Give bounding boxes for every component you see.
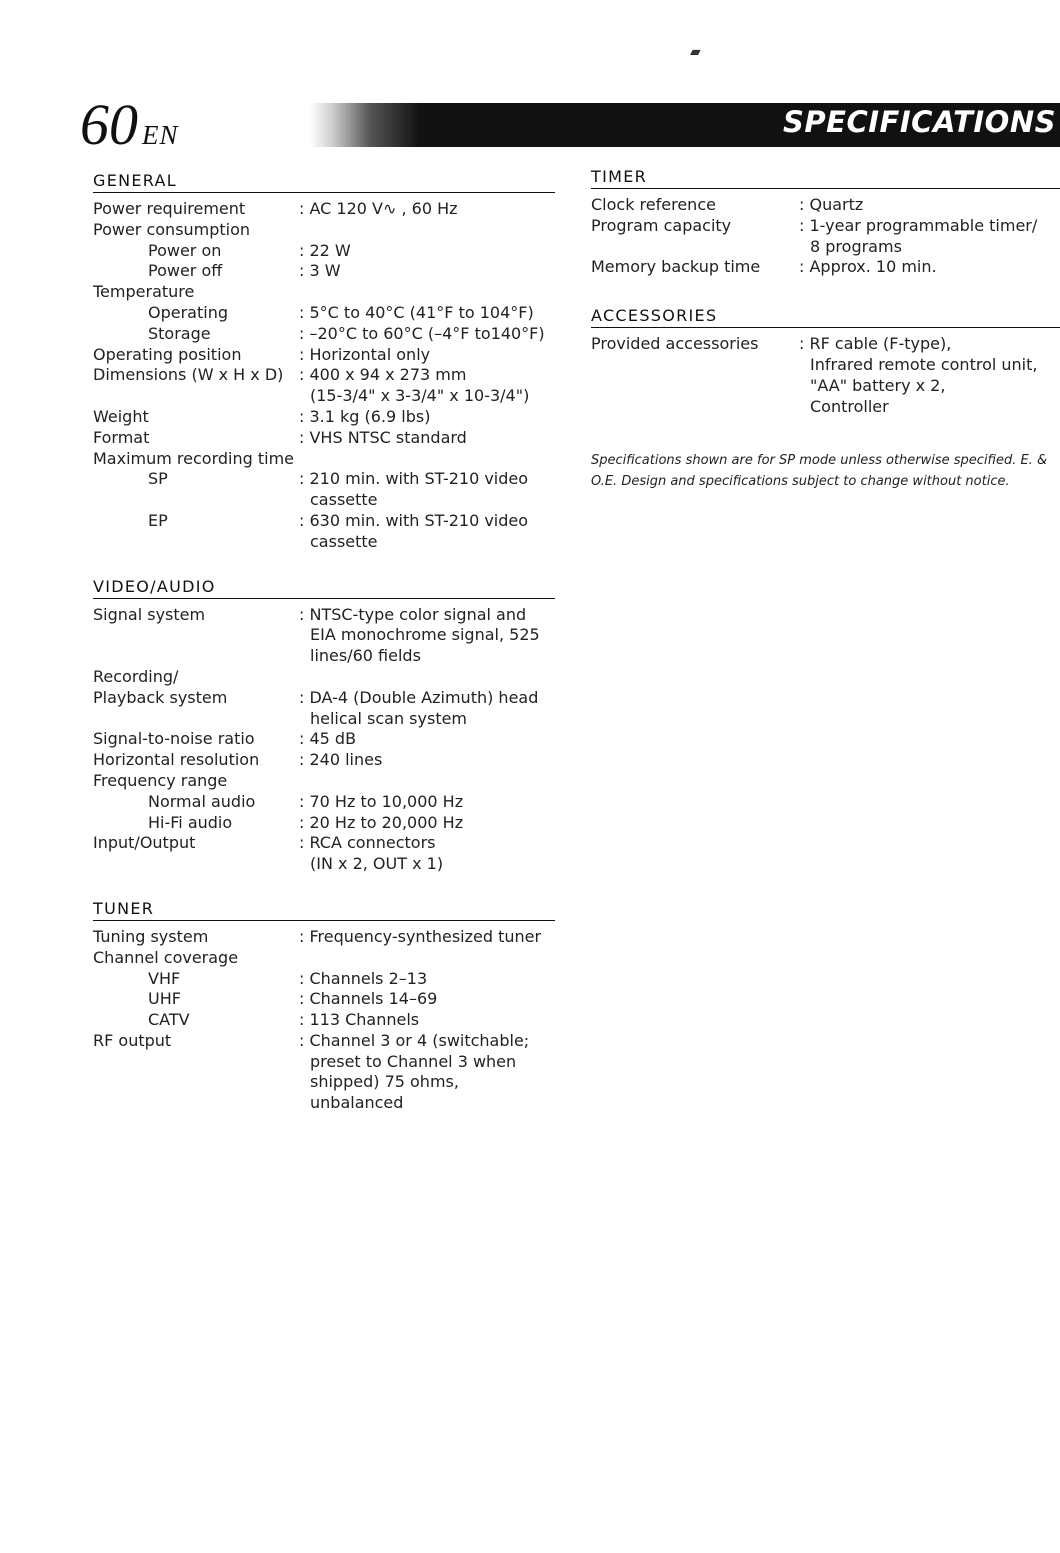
spec-label: Operating position (93, 344, 242, 364)
spec-value-line: : 3 W (299, 261, 341, 281)
spec-label: Weight (93, 406, 149, 426)
spec-value-line: : Channels 2–13 (299, 968, 428, 988)
spec-value-line: helical scan system (310, 708, 468, 728)
spec-label: Power requirement (93, 199, 246, 218)
spec-value-line: : 630 min. with ST-210 video (299, 510, 529, 530)
spec-value-line: : Approx. 10 min. (799, 257, 937, 277)
spec-value-line: : VHS NTSC standard (299, 427, 467, 447)
spec-value-line: : 70 Hz to 10,000 Hz (299, 791, 464, 811)
spec-value (299, 927, 555, 948)
spec-label: Signal system (93, 604, 206, 624)
spec-value (299, 365, 555, 407)
spec-label: Normal audio (148, 791, 256, 811)
spec-label: CATV (148, 1010, 190, 1030)
spec-row (93, 989, 555, 1010)
spec-label: Program capacity (591, 215, 732, 235)
page-number-value: 60 (80, 92, 138, 157)
spec-value-line: "AA" battery x 2, (810, 375, 946, 395)
spec-row (93, 469, 555, 511)
spec-row (93, 729, 555, 750)
footnote: Specifications shown are for SP mode unless otherwise specified. E. & O.E. Design and specifications subject to change without notice. (591, 453, 1048, 489)
spec-value-line: : Horizontal only (299, 344, 431, 364)
spec-value-line: : DA-4 (Double Azimuth) head (299, 687, 539, 707)
spec-value (299, 345, 555, 366)
spec-section (591, 306, 1060, 417)
spec-label: RF output (93, 1030, 172, 1050)
spec-value (299, 813, 555, 834)
spec-section (93, 171, 555, 553)
spec-value-line: : Frequency-synthesized tuner (299, 926, 542, 946)
spec-label: UHF (148, 989, 181, 1009)
spec-value (799, 257, 1060, 278)
spec-value-line: cassette (310, 531, 378, 551)
spec-row (93, 324, 555, 345)
page-title: SPECIFICATIONS (783, 105, 1056, 139)
right-spec-column (591, 167, 1060, 492)
section-header-bar (310, 103, 1060, 147)
spec-value (299, 729, 555, 750)
spec-value-line: EIA monochrome signal, 525 (310, 625, 540, 645)
spec-value-line: shipped) 75 ohms, (310, 1072, 459, 1092)
spec-label: Storage (148, 323, 211, 343)
spec-value (299, 241, 555, 262)
spec-value-line: : Quartz (799, 195, 864, 214)
spec-value-line: : Channel 3 or 4 (switchable; (299, 1030, 530, 1050)
spec-value (299, 282, 555, 303)
spec-label: Recording/ (93, 666, 179, 686)
spec-row (93, 241, 555, 262)
spec-label: Tuning system (93, 926, 209, 946)
spec-value (299, 771, 555, 792)
spec-value-line: : 400 x 94 x 273 mm (299, 365, 467, 385)
spec-label: Temperature (93, 282, 195, 302)
spec-row (93, 428, 555, 449)
spec-row (591, 216, 1060, 258)
spec-row (93, 1031, 555, 1114)
spec-value (299, 428, 555, 449)
spec-row (93, 750, 555, 771)
section-title: TUNER (93, 899, 555, 921)
spec-label: Power off (148, 261, 223, 281)
spec-value (299, 449, 555, 470)
spec-value-line: lines/60 fields (310, 646, 421, 666)
spec-label: Frequency range (93, 770, 228, 790)
language-code: EN (142, 120, 179, 150)
spec-row (591, 195, 1060, 216)
spec-value (299, 1031, 555, 1114)
spec-value (799, 334, 1060, 417)
spec-value-line: : 45 dB (299, 729, 357, 749)
spec-value-line: 8 programs (810, 236, 902, 256)
spec-value (299, 261, 555, 282)
spec-row (591, 334, 1060, 417)
page-number (80, 92, 179, 157)
spec-row (93, 407, 555, 428)
spec-row (93, 813, 555, 834)
spec-label: Horizontal resolution (93, 750, 260, 770)
spec-row (93, 948, 555, 969)
spec-label: Provided accessories (591, 334, 759, 354)
spec-value-line: (15-3/4" x 3-3/4" x 10-3/4") (310, 386, 530, 406)
spec-value-line: : 1-year programmable timer/ (799, 215, 1038, 235)
spec-value-line: unbalanced (310, 1093, 404, 1113)
spec-value (299, 1010, 555, 1031)
spec-label: Format (93, 427, 150, 447)
spec-value-line: Controller (810, 396, 889, 416)
spec-value-line: : 22 W (299, 240, 351, 260)
scan-mark: ▰ (690, 44, 701, 60)
spec-row (93, 449, 555, 470)
spec-value (299, 792, 555, 813)
spec-value-line: : RCA connectors (299, 833, 436, 853)
spec-value (799, 195, 1060, 216)
spec-row (93, 303, 555, 324)
spec-value (299, 989, 555, 1010)
spec-label: VHF (148, 968, 181, 988)
spec-value (799, 216, 1060, 258)
spec-label: Clock reference (591, 195, 716, 214)
section-title: ACCESSORIES (591, 306, 1060, 328)
spec-label: Power consumption (93, 219, 251, 239)
left-spec-column (93, 171, 555, 1114)
spec-row (93, 771, 555, 792)
spec-section (93, 899, 555, 1114)
spec-section (591, 167, 1060, 278)
spec-value-line: : 113 Channels (299, 1010, 420, 1030)
spec-label: Hi-Fi audio (148, 812, 233, 832)
spec-row (93, 261, 555, 282)
section-title: TIMER (591, 167, 1060, 189)
spec-label: Memory backup time (591, 257, 761, 277)
section-title: VIDEO/AUDIO (93, 577, 555, 599)
spec-value (299, 407, 555, 428)
spec-value-line: : 3.1 kg (6.9 lbs) (299, 406, 431, 426)
spec-label: Dimensions (W x H x D) (93, 365, 284, 385)
spec-row (93, 605, 555, 667)
spec-row (93, 282, 555, 303)
spec-row (93, 667, 555, 688)
spec-value-line: : AC 120 V∿ , 60 Hz (299, 199, 458, 218)
section-title: GENERAL (93, 171, 555, 193)
spec-value (299, 667, 555, 688)
spec-row (93, 511, 555, 553)
spec-row (93, 345, 555, 366)
spec-row (93, 833, 555, 875)
spec-row (93, 1010, 555, 1031)
spec-label: Operating (148, 302, 228, 322)
spec-value (299, 833, 555, 875)
spec-value-line: : –20°C to 60°C (–4°F to140°F) (299, 323, 545, 343)
spec-value (299, 688, 555, 730)
spec-label: Playback system (93, 687, 228, 707)
spec-row (93, 927, 555, 948)
spec-label: Signal-to-noise ratio (93, 729, 255, 749)
spec-value (299, 750, 555, 771)
spec-row (93, 199, 555, 220)
spec-value (299, 303, 555, 324)
spec-row (93, 688, 555, 730)
spec-value (299, 469, 555, 511)
spec-label: Input/Output (93, 833, 196, 853)
spec-value (299, 969, 555, 990)
spec-value-line: : Channels 14–69 (299, 989, 438, 1009)
spec-row (93, 365, 555, 407)
spec-label: Power on (148, 240, 222, 260)
spec-row (93, 220, 555, 241)
spec-value-line: : 5°C to 40°C (41°F to 104°F) (299, 302, 534, 322)
spec-value-line: : 210 min. with ST-210 video (299, 469, 529, 489)
spec-value-line: : NTSC-type color signal and (299, 604, 527, 624)
spec-value-line: : 20 Hz to 20,000 Hz (299, 812, 464, 832)
spec-value (299, 199, 555, 220)
spec-value (299, 605, 555, 667)
spec-value-line: preset to Channel 3 when (310, 1051, 517, 1071)
spec-row (591, 257, 1060, 278)
spec-value-line: : 240 lines (299, 750, 383, 770)
spec-row (93, 969, 555, 990)
spec-value-line: (IN x 2, OUT x 1) (310, 854, 444, 874)
spec-value (299, 511, 555, 553)
spec-value-line: : RF cable (F-type), (799, 334, 952, 354)
spec-value (299, 324, 555, 345)
spec-value (299, 220, 555, 241)
spec-row (93, 792, 555, 813)
spec-label: SP (148, 469, 168, 489)
spec-section (93, 577, 555, 875)
spec-label: Maximum recording time (93, 448, 295, 468)
spec-label: Channel coverage (93, 947, 239, 967)
spec-value-line: Infrared remote control unit, (810, 354, 1038, 374)
spec-value-line: cassette (310, 490, 378, 510)
spec-label: EP (148, 510, 168, 530)
spec-value (299, 948, 555, 969)
